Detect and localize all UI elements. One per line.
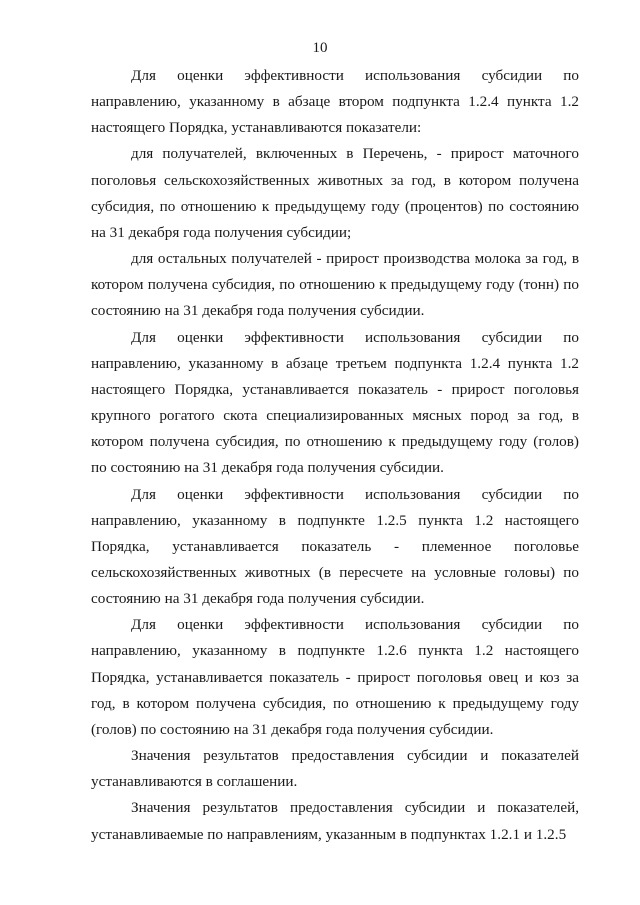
paragraph: Значения результатов предоставления субсидии и показателей, устанавливаемые по направлениям, указанным в подпунктах 1.2.1 и 1.2.5 — [91, 799, 579, 843]
paragraph: для получателей, включенных в Перечень, - прирост маточного поголовья сельскохозяйственных животных за год, в котором получена субсидия, по отношению к предыдущему году (процентов) по состоянию на 31 декабря года получения субсидии; — [91, 145, 579, 241]
paragraph: Для оценки эффективности использования субсидии по направлению, указанному в подпункте 1.2.6 пункта 1.2 настоящего Порядка, устанавливается показатель - прирост поголовья овец и коз за год, в котором получена субсидия, по отношению к предыдущему году (голов) по состоянию на 31 декабря года получения субсидии. — [91, 616, 579, 738]
paragraph: Для оценки эффективности использования субсидии по направлению, указанному в абзаце третьем подпункта 1.2.4 пункта 1.2 настоящего Порядка, устанавливается показатель - прирост поголовья крупного рогатого скота специализированных мясных пород за год, в котором получена субсидия, по отношению к предыдущему году (голов) по состоянию на 31 декабря года получения субсидии. — [91, 328, 579, 477]
paragraph: Для оценки эффективности использования субсидии по направлению, указанному в подпункте 1.2.5 пункта 1.2 настоящего Порядка, устанавливается показатель - племенное поголовье сельскохозяйственных животных (в пересчете на условные головы) по состоянию на 31 декабря года получения субсидии. — [91, 485, 579, 608]
paragraph: для остальных получателей - прирост производства молока за год, в котором получена субсидия, по отношению к предыдущему году (тонн) по состоянию на 31 декабря года получения субсидии. — [91, 250, 579, 320]
paragraph: Значения результатов предоставления субсидии и показателей устанавливаются в соглашении. — [91, 747, 579, 791]
document-body — [91, 63, 579, 848]
paragraph: Для оценки эффективности использования субсидии по направлению, указанному в абзаце втором подпункта 1.2.4 пункта 1.2 настоящего Порядка, устанавливаются показатели: — [91, 67, 579, 137]
page-number: 10 — [312, 40, 328, 56]
